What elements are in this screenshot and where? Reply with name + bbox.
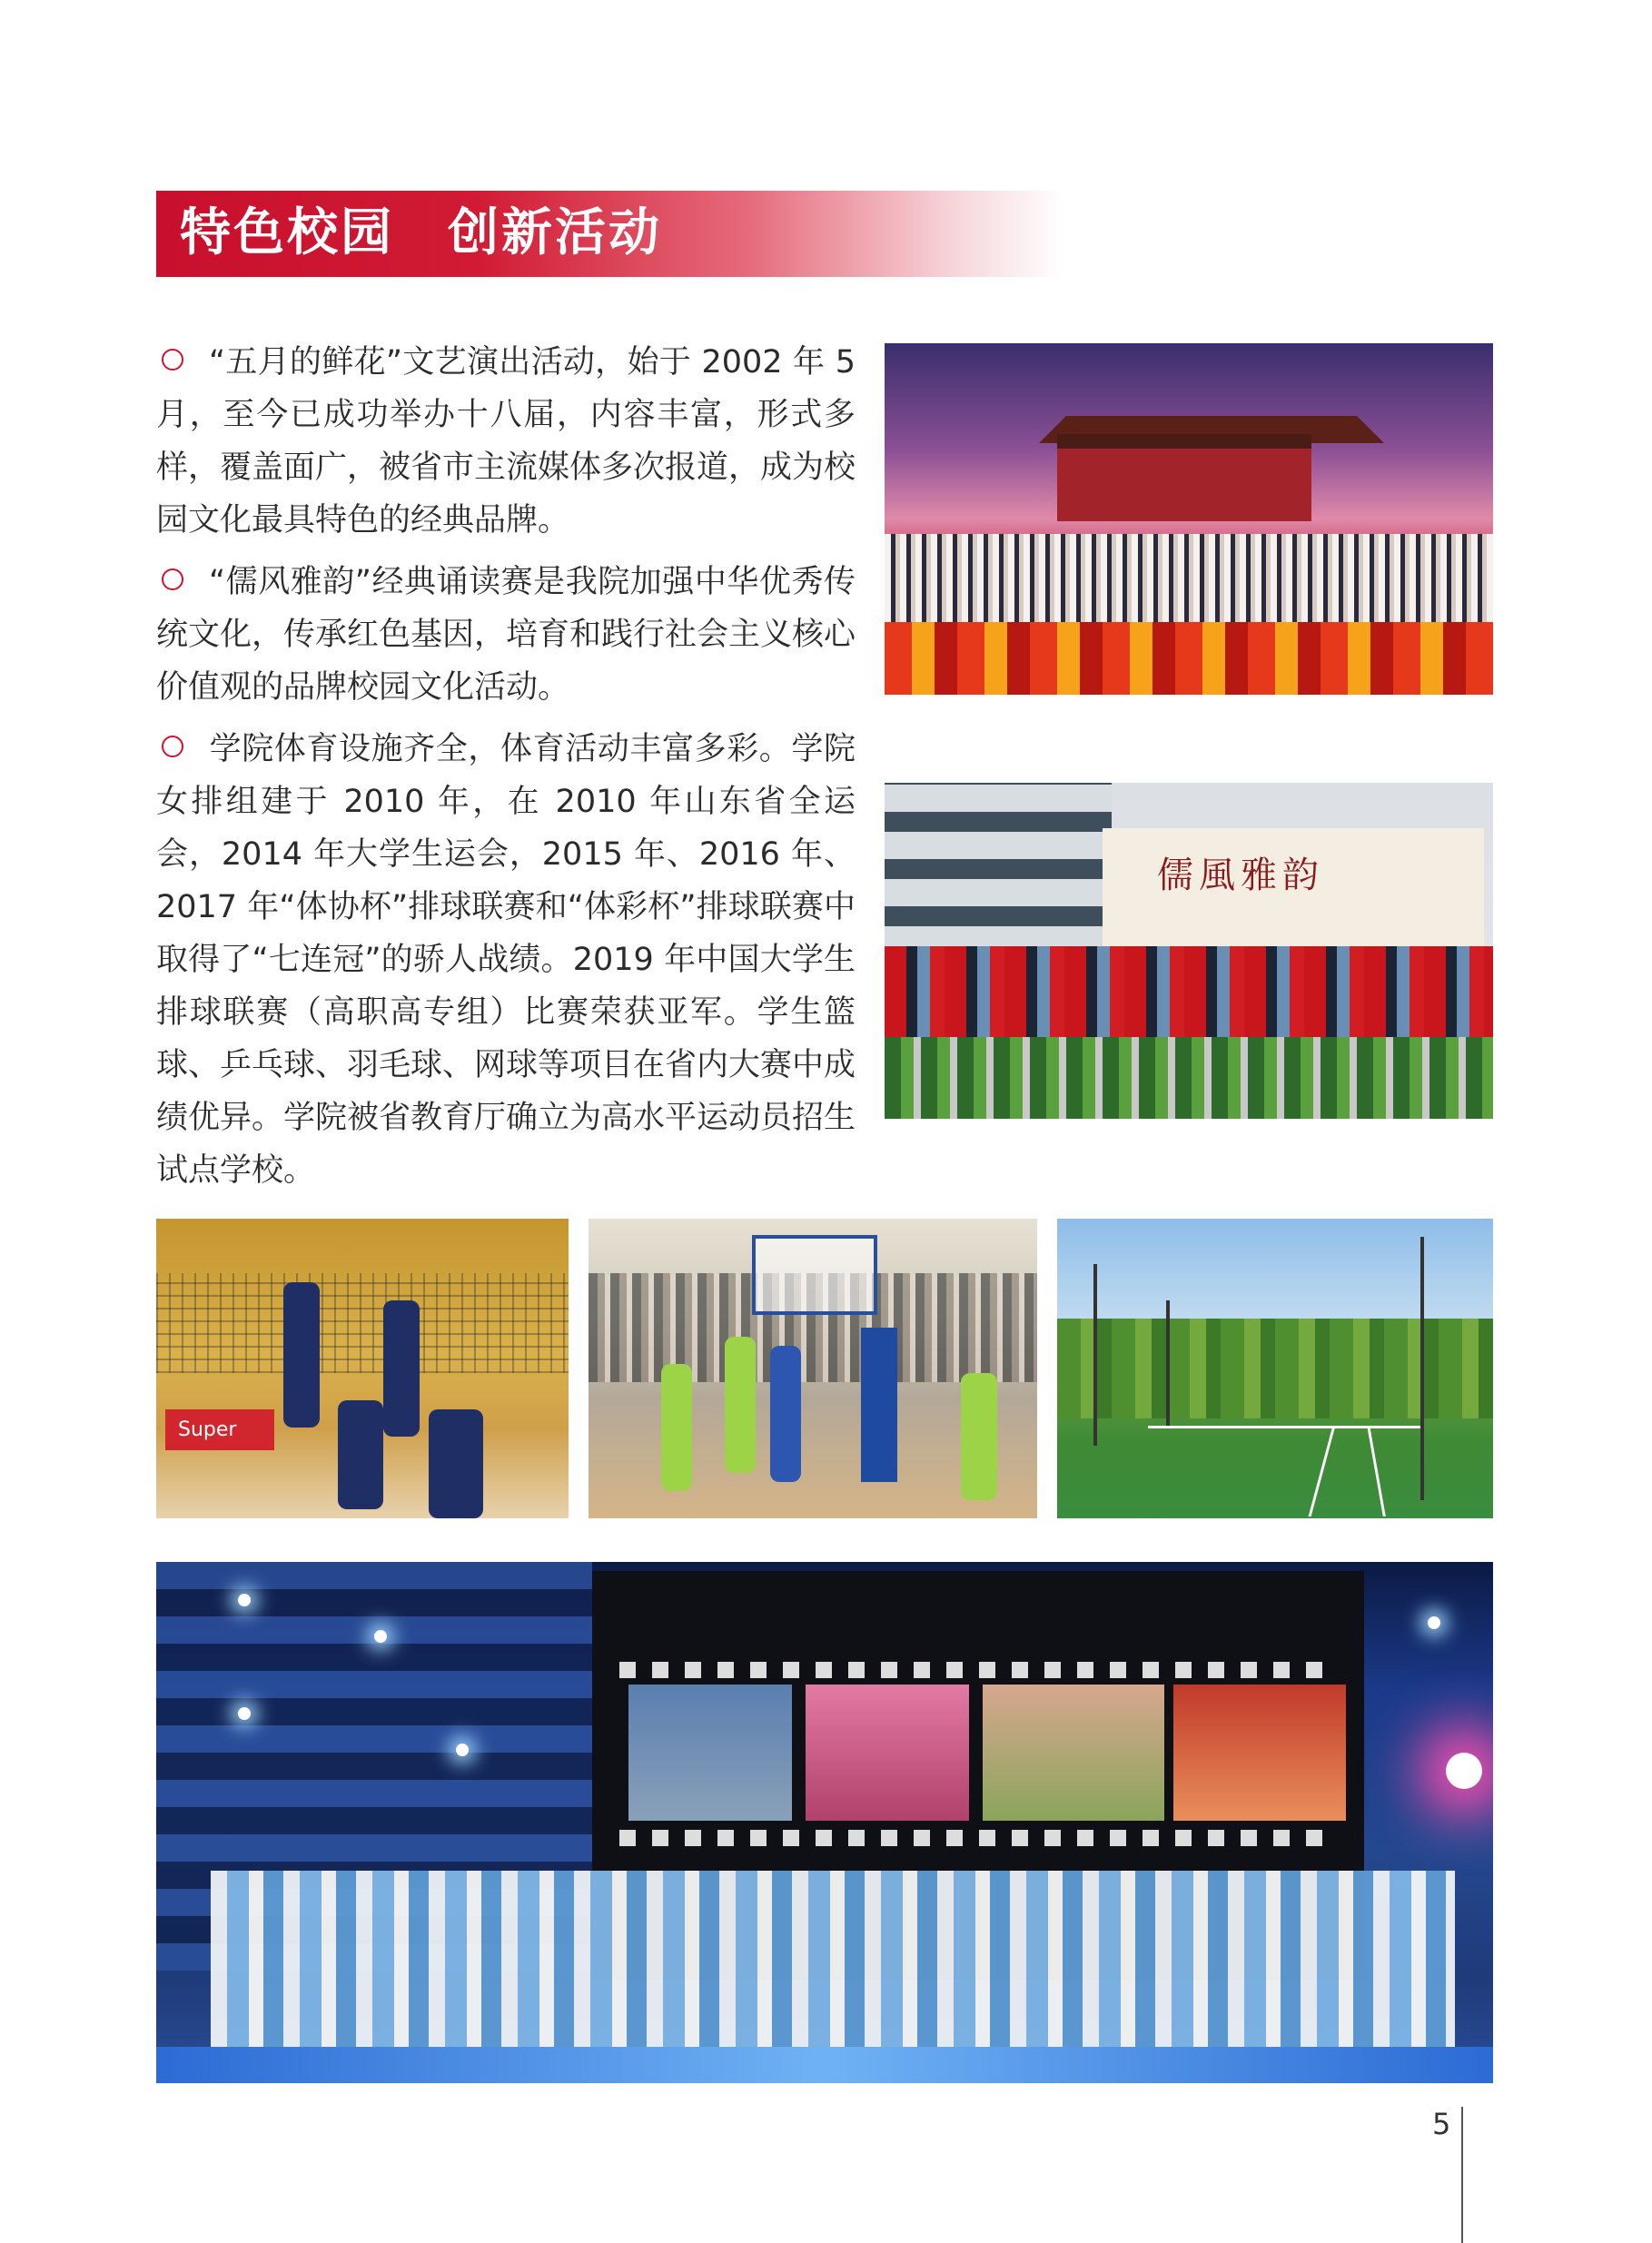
photo-stage-floor (156, 2047, 1493, 2083)
photo-screen-frame (1173, 1685, 1346, 1821)
photo-performers (885, 946, 1493, 1037)
photo-volleyball-net (156, 1273, 569, 1373)
photo-choir-rows (885, 534, 1493, 625)
circle-bullet-icon (162, 736, 183, 757)
photo-may-flowers-performance (885, 343, 1493, 695)
photo-player (429, 1409, 483, 1518)
photo-filmstrip-bottom (619, 1830, 1328, 1846)
photo-light-pole (1166, 1300, 1170, 1428)
photo-basketball-hoop (752, 1235, 877, 1315)
page-number: 5 (1432, 2107, 1451, 2141)
photo-player (961, 1373, 997, 1500)
photo-screen-frame (628, 1685, 792, 1821)
photo-stage-light (374, 1630, 387, 1643)
photo-player (725, 1337, 756, 1473)
photo-spotlight-flare (1446, 1753, 1482, 1789)
circle-bullet-icon (162, 349, 183, 371)
paragraph-text: “五月的鲜花”文艺演出活动，始于 2002 年 5月，至今已成功举办十八届，内容丰富，形式多样，覆盖面广，被省市主流媒体多次报道，成为校园文化最具特色的经典品牌。 (156, 344, 856, 539)
photo-sponsor-sign: Super (165, 1409, 274, 1450)
paragraph-text: 学院体育设施齐全，体育活动丰富多彩。学院女排组建于 2010 年，在 2010 年山东省全运会，2014 年大学生运会，2015 年、2016 年、2017 年“体协杯”排球联赛和“体彩杯”排球联赛中取得了“七连冠”的骄人战绩。2019 年中国大学生排球联赛（高职高专组）比赛荣获亚军。学生篮球、乒乓球、羽毛球、网球等项目在省内大赛中成绩优异。学院被省教育厅确立为高水平运动员招生试点学校。 (156, 731, 856, 1189)
photo-fan-dancers (885, 622, 1493, 695)
photo-player (770, 1346, 801, 1482)
paragraph-may-flowers (156, 336, 856, 547)
photo-stage-light (238, 1594, 251, 1606)
photo-light-pole (1093, 1264, 1097, 1446)
photo-trees (1057, 1319, 1493, 1418)
photo-backdrop-title: 儒風雅韵 (1157, 855, 1324, 896)
photo-stage-light (238, 1707, 251, 1720)
photo-tennis-courts (1057, 1219, 1493, 1518)
photo-player (283, 1282, 320, 1428)
photo-stage-light (1428, 1616, 1440, 1629)
paragraph-text: “儒风雅韵”经典诵读赛是我院加强中华优秀传统文化，传承红色基因，培育和践行社会主义核心价值观的品牌校园文化活动。 (156, 564, 856, 706)
photo-screen-frame (806, 1685, 969, 1821)
photo-rufeng-yayun-recital (885, 783, 1493, 1119)
body-text (156, 336, 856, 1206)
section-title: 特色校园 创新活动 (180, 203, 662, 262)
page-number-rule (1461, 2107, 1463, 2243)
photo-screen-frame (983, 1685, 1164, 1821)
photo-light-pole (1420, 1237, 1424, 1500)
photo-filmstrip-top (619, 1662, 1328, 1678)
photo-player (338, 1400, 383, 1509)
photo-player (661, 1364, 692, 1491)
circle-bullet-icon (162, 568, 183, 590)
photo-player (383, 1300, 420, 1437)
photo-court-line (1309, 1426, 1336, 1517)
photo-basketball-game (589, 1219, 1037, 1518)
section-banner (156, 191, 1064, 277)
photo-hoop-stand (861, 1328, 897, 1482)
paragraph-sports (156, 723, 856, 1197)
photo-court-line (1367, 1426, 1386, 1517)
photo-stage-light (456, 1744, 469, 1756)
photo-tiananmen-backdrop (1057, 434, 1311, 521)
photo-choir-performers (211, 1871, 1455, 2052)
photo-court-line (1148, 1426, 1420, 1428)
photo-volleyball-match (156, 1219, 569, 1518)
photo-stage-concert (156, 1562, 1493, 2083)
photo-potted-plants (885, 1037, 1493, 1119)
paragraph-rufeng-yayun (156, 556, 856, 714)
